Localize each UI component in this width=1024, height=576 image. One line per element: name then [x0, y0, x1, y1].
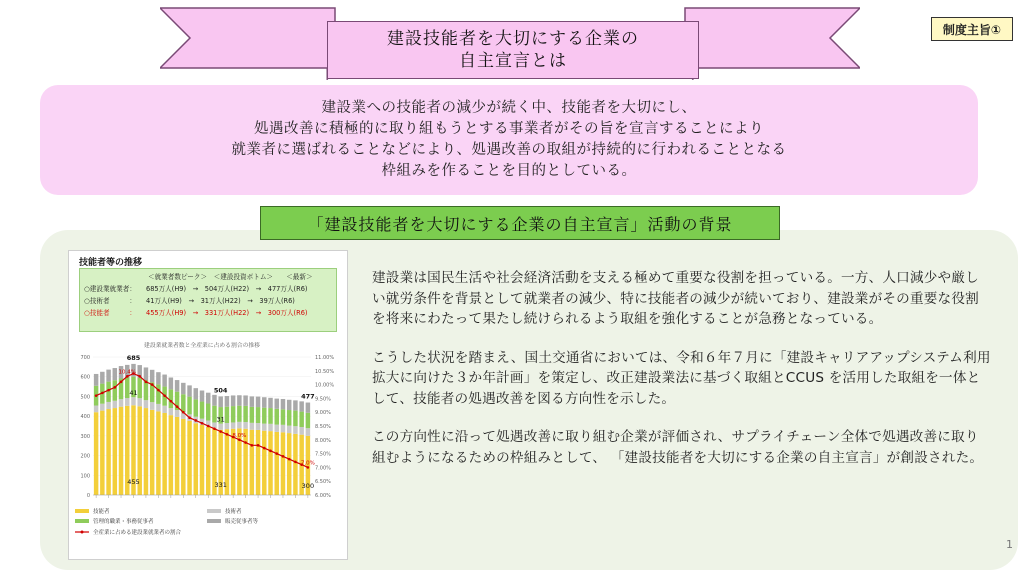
bar-segment: [106, 370, 110, 382]
bar-segment: [181, 394, 185, 412]
y2-tick-label: 9.50%: [315, 396, 331, 403]
y2-tick-label: 6.50%: [315, 479, 331, 486]
bar-segment: [237, 406, 241, 422]
section-banner: 「建設技能者を大切にする企業の自主宣言」活動の背景: [260, 206, 780, 240]
bar-segment: [256, 430, 260, 495]
body-paragraph-3: この方向性に沿って処遇改善に取り組む企業が評価され、サプライチェーン全体で処遇改善に取り組むようになるための枠組みとして、 「建設技能者を大切にする企業の自主宣言」が創設された。: [372, 429, 984, 466]
bar-segment: [306, 403, 310, 413]
bar-segment: [262, 424, 266, 431]
bar-segment: [250, 430, 254, 495]
bar-segment: [144, 408, 148, 495]
ratio-point: [275, 452, 278, 455]
bar-segment: [243, 422, 247, 429]
bar-segment: [106, 409, 110, 495]
data-label: 31: [216, 415, 225, 424]
ratio-point: [138, 375, 141, 378]
data-label: 7.0%: [300, 460, 315, 467]
body-paragraph-2: こうした状況を踏まえ、国土交通省においては、令和６年７月に「建設キャリアアップシステム利用拡大に向けた３か年計画」を策定し、改正建設業法に基づく取組とCCUS を活用した取組を一体として、技能者の処遇改善を図る方向性を示した。: [372, 349, 991, 407]
ratio-point: [101, 392, 104, 395]
bar-segment: [100, 411, 104, 495]
data-label: 8.0%: [232, 432, 247, 439]
stat-label: ○技術者 ：: [84, 297, 136, 305]
bar-segment: [262, 408, 266, 424]
ratio-point: [145, 381, 148, 384]
body-text: [372, 268, 992, 486]
ratio-point: [213, 427, 216, 430]
bar-segment: [268, 408, 272, 424]
bar-segment: [169, 389, 173, 408]
bar-segment: [187, 385, 191, 396]
summary-line: 就業者に選ばれることなどにより、処遇改善の取組が持続的に行われることとなる: [231, 142, 787, 158]
bar-segment: [119, 407, 123, 495]
bar-segment: [156, 384, 160, 404]
bar-segment: [200, 425, 204, 495]
bar-segment: [156, 404, 160, 411]
ratio-point: [126, 375, 129, 378]
y2-tick-label: 7.00%: [315, 465, 331, 472]
ratio-point: [170, 400, 173, 403]
bar-segment: [293, 426, 297, 434]
bar-segment: [268, 424, 272, 431]
ratio-point: [219, 430, 222, 433]
bar-segment: [268, 431, 272, 495]
bar-segment: [162, 413, 166, 495]
y-tick-label: 600: [80, 374, 90, 381]
bar-segment: [250, 423, 254, 430]
bar-segment: [137, 378, 141, 398]
ratio-point: [151, 383, 154, 386]
y2-tick-label: 8.50%: [315, 424, 331, 430]
ratio-point: [238, 439, 241, 442]
bar-segment: [250, 396, 254, 406]
bar-segment: [299, 401, 303, 411]
bar-segment: [306, 413, 310, 428]
bar-segment: [275, 425, 279, 432]
summary-line: 建設業への技能者の減少が続く中、技能者を大切にし、: [321, 100, 697, 116]
bar-segment: [287, 400, 291, 410]
y-tick-label: 0: [86, 493, 90, 499]
bar-segment: [94, 412, 98, 495]
ratio-point: [244, 441, 247, 444]
bar-segment: [218, 424, 222, 430]
ratio-point: [194, 419, 197, 422]
ratio-point: [294, 461, 297, 464]
ratio-point: [163, 394, 166, 397]
page-title: [327, 21, 699, 79]
bar-segment: [237, 395, 241, 405]
legend-label: 販売従事者等: [225, 519, 259, 525]
bar-segment: [262, 431, 266, 495]
bar-segment: [94, 374, 98, 386]
stat-row-engineers: [84, 295, 332, 307]
bar-segment: [113, 401, 117, 408]
bar-segment: [131, 397, 135, 405]
bar-segment: [287, 410, 291, 426]
ratio-point: [157, 389, 160, 392]
legend-label: 技術者: [225, 509, 242, 515]
ratio-point: [263, 447, 266, 450]
legend-swatch: [75, 519, 89, 523]
y2-tick-label: 6.00%: [315, 493, 331, 499]
bar-segment: [200, 402, 204, 419]
bar-segment: [187, 397, 191, 415]
bar-segment: [194, 399, 198, 416]
y2-tick-label: 11.00%: [315, 355, 335, 361]
bar-segment: [175, 410, 179, 417]
legend-swatch: [207, 519, 221, 523]
bar-segment: [231, 422, 235, 428]
bar-segment: [119, 399, 123, 406]
data-label: 504: [213, 386, 228, 395]
ratio-point: [188, 416, 191, 419]
bar-segment: [231, 395, 235, 406]
data-label: 10.4%: [118, 369, 136, 376]
page-number: 1: [1006, 538, 1013, 551]
y-tick-label: 500: [80, 394, 90, 401]
legend-label: 全産業に占める建設業就業者の割合: [93, 530, 182, 536]
bar-segment: [169, 415, 173, 495]
stat-label: ○建設業就業者：: [84, 285, 136, 293]
bar-segment: [225, 407, 229, 423]
bar-segment: [150, 402, 154, 410]
title-line-2: 自主宣言とは: [459, 51, 567, 71]
y-tick-label: 400: [80, 414, 90, 421]
bar-segment: [137, 398, 141, 406]
y2-tick-label: 9.00%: [315, 410, 331, 417]
bar-segment: [306, 428, 310, 436]
bar-segment: [212, 395, 216, 406]
legend-swatch: [207, 509, 221, 513]
ratio-point: [226, 433, 229, 436]
title-line-1: 建設技能者を大切にする企業の: [387, 29, 639, 49]
ratio-point: [95, 394, 98, 397]
stat-value: 685万人(H9) → 504万人(H22) → 477万人(R6): [146, 285, 308, 293]
data-label: 685: [126, 353, 141, 362]
bar-segment: [94, 405, 98, 412]
bar-segment: [206, 404, 210, 421]
bar-segment: [113, 408, 117, 495]
stat-row-skilled: [84, 307, 332, 319]
bar-segment: [100, 372, 104, 384]
ratio-point: [307, 466, 310, 469]
bar-segment: [275, 399, 279, 409]
bar-segment: [156, 411, 160, 495]
chart-card: [68, 250, 348, 560]
bar-segment: [206, 393, 210, 404]
chart-title: 建設業就業者数と全産業に占める割合の推移: [144, 343, 260, 349]
y2-tick-label: 8.00%: [315, 437, 331, 444]
bar-segment: [287, 433, 291, 495]
bar-segment: [281, 432, 285, 495]
legend-label: 管理的職業・事務従事者: [93, 519, 154, 525]
bar-segment: [262, 397, 266, 407]
ratio-point: [257, 444, 260, 447]
bar-segment: [200, 391, 204, 402]
chart-heading: 技能者等の推移: [79, 258, 143, 268]
data-label: 300: [301, 481, 315, 490]
bar-segment: [243, 395, 247, 405]
bar-segment: [113, 368, 117, 380]
bar-segment: [150, 410, 154, 495]
bar-segment: [181, 383, 185, 394]
bar-segment: [293, 411, 297, 427]
bar-segment: [162, 406, 166, 413]
bar-segment: [206, 427, 210, 495]
y-tick-label: 200: [80, 453, 90, 460]
bar-segment: [175, 380, 179, 392]
data-label: 477: [301, 392, 315, 401]
bar-segment: [194, 388, 198, 399]
bar-segment: [243, 406, 247, 422]
ratio-point: [114, 386, 117, 389]
data-label: 455: [127, 478, 140, 487]
bar-segment: [281, 425, 285, 432]
bar-segment: [299, 427, 303, 435]
stats-box: [79, 268, 337, 332]
bar-segment: [299, 412, 303, 427]
bar-segment: [256, 397, 260, 407]
bar-segment: [225, 396, 229, 407]
bar-segment: [231, 406, 235, 422]
bar-segment: [181, 419, 185, 495]
summary-line: 処遇改善に積極的に取り組もうとする事業者がその旨を宣言することにより: [254, 121, 764, 137]
bar-segment: [169, 378, 173, 390]
y2-tick-label: 7.50%: [315, 451, 331, 458]
bar-segment: [194, 423, 198, 495]
workforce-chart: [69, 335, 347, 559]
bar-segment: [275, 432, 279, 495]
bar-segment: [144, 367, 148, 380]
bar-segment: [275, 409, 279, 425]
stat-row-workers: [84, 283, 332, 295]
bar-segment: [268, 398, 272, 408]
summary-line: 枠組みを作ることを目的としている。: [381, 163, 637, 179]
bar-segment: [125, 398, 129, 406]
legend-swatch: [75, 509, 89, 513]
bar-segment: [144, 400, 148, 408]
ratio-point: [201, 422, 204, 425]
y-tick-label: 700: [80, 355, 90, 361]
bar-segment: [237, 422, 241, 429]
bar-segment: [113, 380, 117, 401]
bar-segment: [256, 407, 260, 423]
ratio-point: [120, 381, 123, 384]
ratio-point: [207, 425, 210, 428]
body-paragraph-1: 建設業は国民生活や社会経済活動を支える極めて重要な役割を担っている。一方、人口減少や厳しい就労条件を背景として就業者の減少、特に技能者の減少が続いており、建設業がその重要な役割を将来にわたって果たし続けられるよう取組を強化することが急務となっている。: [372, 270, 979, 327]
section-badge: 制度主旨①: [931, 17, 1013, 41]
legend-label: 技能者: [93, 509, 110, 515]
bar-segment: [293, 400, 297, 410]
ratio-point: [176, 405, 179, 408]
bar-segment: [187, 421, 191, 495]
bar-segment: [106, 382, 110, 402]
bar-segment: [169, 408, 173, 415]
bar-segment: [106, 402, 110, 409]
bar-segment: [150, 370, 154, 382]
bar-segment: [293, 434, 297, 495]
bar-segment: [100, 404, 104, 411]
ratio-point: [269, 450, 272, 453]
summary-box: [40, 85, 978, 195]
bar-segment: [175, 417, 179, 495]
ratio-point: [282, 455, 285, 458]
y-tick-label: 100: [80, 473, 90, 480]
bar-segment: [218, 396, 222, 407]
bar-segment: [156, 372, 160, 384]
ratio-point: [182, 411, 185, 414]
stat-value: 455万人(H9) → 331万人(H22) → 300万人(R6): [146, 309, 308, 317]
ratio-point: [288, 458, 291, 461]
stat-value: 41万人(H9) → 31万人(H22) → 39万人(R6): [146, 297, 295, 305]
legend-swatch: [81, 531, 84, 534]
ratio-point: [251, 444, 254, 447]
bar-segment: [256, 423, 260, 430]
bar-segment: [250, 407, 254, 423]
data-label: 41: [129, 389, 138, 398]
y2-tick-label: 10.00%: [315, 382, 335, 389]
bar-segment: [281, 399, 285, 409]
bar-segment: [162, 375, 166, 387]
data-label: 331: [214, 481, 227, 490]
ratio-point: [107, 389, 110, 392]
bar-segment: [287, 426, 291, 433]
stats-header: ＜就業者数ピーク＞ ＜建設投資ボトム＞ ＜最新＞: [148, 273, 313, 281]
stat-label: ○技能者 ：: [84, 309, 136, 317]
bar-segment: [281, 409, 285, 425]
y2-tick-label: 10.50%: [315, 368, 335, 375]
bar-segment: [225, 423, 229, 429]
y-tick-label: 300: [80, 433, 90, 440]
